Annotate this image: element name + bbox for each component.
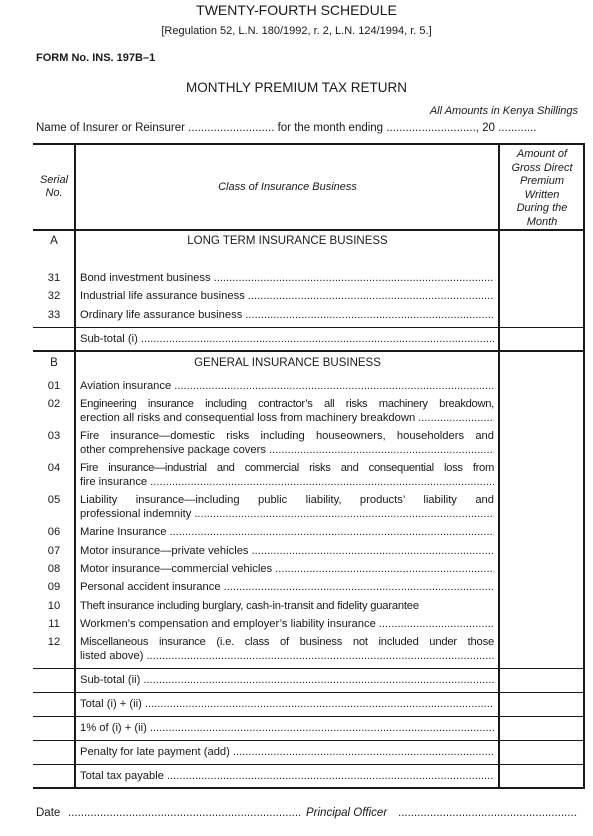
dot-leader (248, 290, 494, 304)
dot-leader (150, 476, 494, 490)
return-title: MONTHLY PREMIUM TAX RETURN (185, 80, 408, 95)
amounts-note: All Amounts in Kenya Shillings (429, 105, 578, 117)
subtotal-i-rule (33, 350, 584, 352)
one-percent-rule (33, 740, 584, 741)
section-a-letter: A (50, 235, 58, 247)
business-class-label: Personal accident insurance (80, 581, 221, 593)
serial-number: 32 (47, 290, 61, 302)
section-b-rule (33, 668, 584, 669)
dot-leader (150, 722, 494, 736)
serial-number: 05 (47, 494, 61, 506)
dot-leader (379, 618, 494, 632)
dot-leader (141, 333, 494, 347)
serial-number: 08 (47, 563, 61, 575)
business-class-label: Motor insurance—commercial vehicles (80, 563, 273, 575)
dot-leader (169, 526, 494, 540)
serial-number: 02 (47, 398, 61, 410)
dot-leader (145, 698, 494, 712)
serial-number: 06 (47, 526, 61, 538)
business-class-label: Marine Insurance (80, 526, 167, 538)
amount-header-line: Amount of (516, 148, 568, 160)
amount-header-line: Gross Direct (511, 161, 573, 174)
dot-leader (233, 746, 494, 760)
amount-header-line: Premium (519, 175, 564, 188)
dot-leader (194, 508, 494, 522)
business-class-label: Engineering insurance including contractor’s all risks machinery breakdown, (80, 398, 494, 410)
amount-header-line: Month (526, 215, 558, 228)
business-class-label: erection all risks and consequential loss from machinery breakdown (80, 411, 416, 424)
dot-leader (167, 770, 494, 784)
subtotal-i-label: Sub-total (i) (80, 333, 138, 345)
business-class-label: Workmen’s compensation and employer’s liability insurance (80, 618, 376, 630)
year-field[interactable]: ............ (498, 122, 537, 134)
dot-leader (245, 309, 494, 323)
serial-number: 11 (48, 618, 60, 630)
business-class-label: Motor insurance—private vehicles (80, 545, 249, 557)
month-ending-field[interactable]: ............................ (386, 122, 476, 134)
dot-leader (214, 272, 494, 286)
serial-number: 04 (47, 462, 61, 474)
date-label: Date (36, 807, 61, 819)
dot-leader (418, 412, 494, 426)
date-field[interactable] (68, 807, 300, 819)
business-class-label: Theft insurance including burglary, cash-in-transit and fidelity guarantee (80, 600, 419, 612)
business-class-label: Fire insurance—industrial and commercial risks and consequential loss from (80, 462, 494, 474)
serial-number: 12 (47, 636, 61, 648)
insurer-name-field[interactable]: ........................... (188, 122, 278, 134)
class-of-business-header: Class of Insurance Business (218, 181, 357, 193)
subtotal-ii-label: Sub-total (ii) (80, 674, 141, 686)
dot-leader (252, 545, 494, 559)
business-class-label: Liability insurance—including public liability, products’ liability and (80, 494, 494, 506)
principal-officer-field[interactable] (398, 807, 578, 819)
month-ending-label: for the month ending (277, 122, 384, 134)
business-class-label: Ordinary life assurance business (80, 309, 243, 321)
business-class-label: Miscellaneous insurance (i.e. class of business not included under those (80, 636, 494, 648)
total-label: Total (i) + (ii) (80, 698, 142, 710)
business-class-label: listed above) (80, 649, 144, 662)
business-class-label: other comprehensive package covers (80, 443, 266, 456)
business-class-label: Fire insurance—domestic risks including houseowners, householders and (80, 430, 494, 442)
dot-leader (143, 674, 494, 688)
serial-number: 03 (47, 430, 61, 442)
principal-officer-label: Principal Officer (306, 807, 388, 819)
serial-header-line: No. (45, 187, 63, 199)
dot-leader (224, 581, 494, 595)
serial-header-line: Serial (39, 174, 69, 186)
dot-leader (269, 444, 494, 458)
serial-number: 33 (47, 309, 61, 321)
one-percent-label: 1% of (i) + (ii) (80, 722, 147, 734)
regulation-reference: [Regulation 52, L.N. 180/1992, r. 2, L.N. 124/1994, r. 5.] (161, 25, 432, 37)
form-number: FORM No. INS. 197B–1 (36, 52, 156, 64)
table-top-border (33, 143, 584, 145)
insurer-name-line (36, 122, 537, 134)
dot-leader (174, 380, 494, 394)
dot-leader (275, 563, 494, 577)
serial-number: 07 (47, 545, 61, 557)
penalty-label: Penalty for late payment (add) (80, 746, 230, 758)
amount-header-line: During the (516, 202, 568, 215)
amount-header (500, 148, 584, 230)
section-a-rule (33, 327, 584, 328)
serial-number: 10 (47, 600, 61, 612)
section-a-title: LONG TERM INSURANCE BUSINESS (187, 235, 388, 247)
subtotal-ii-rule (33, 692, 584, 693)
amount-header-line: Written (524, 188, 560, 201)
dot-leader (146, 650, 494, 664)
schedule-title: TWENTY-FOURTH SCHEDULE (196, 2, 397, 18)
section-b-letter: B (50, 357, 58, 369)
tax-payable-label: Total tax payable (80, 770, 164, 782)
business-class-label: Aviation insurance (80, 380, 172, 392)
serial-number: 01 (47, 380, 61, 392)
serial-number: 09 (47, 581, 61, 593)
table-bottom-border (33, 787, 584, 789)
year-prefix: , 20 (475, 122, 495, 134)
business-class-label: fire insurance (80, 475, 148, 488)
total-rule (33, 716, 584, 717)
business-class-label: professional indemnity (80, 507, 192, 520)
section-b-title: GENERAL INSURANCE BUSINESS (194, 357, 381, 369)
insurer-name-label: Name of Insurer or Reinsurer (36, 122, 185, 134)
serial-number: 31 (47, 272, 61, 284)
penalty-rule (33, 764, 584, 765)
serial-no-header (33, 174, 75, 200)
business-class-label: Bond investment business (80, 272, 211, 284)
business-class-label: Industrial life assurance business (80, 290, 245, 302)
